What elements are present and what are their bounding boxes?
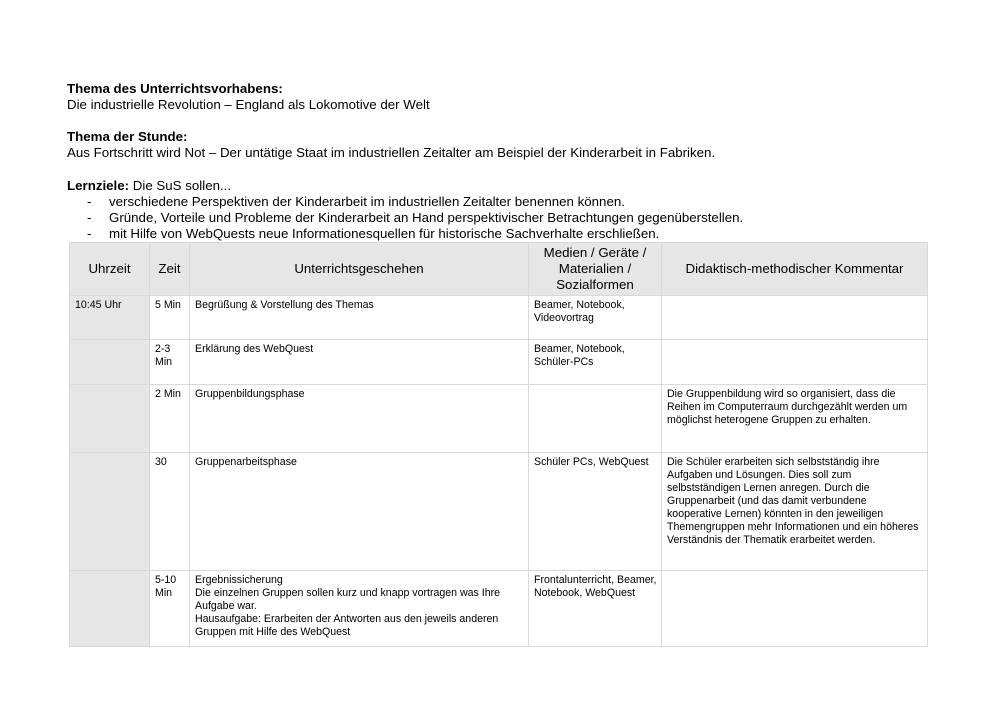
goals-intro: Die SuS sollen... xyxy=(129,178,232,193)
cell-medien: Frontalunterricht, Beamer, Notebook, WebQuest xyxy=(529,571,662,647)
topic-text: Die industrielle Revolution – England als Lokomotive der Welt xyxy=(67,97,430,112)
goals-heading xyxy=(67,178,743,194)
cell-uhrzeit xyxy=(70,571,150,647)
cell-zeit: 30 xyxy=(150,453,190,571)
cell-zeit: 2-3 Min xyxy=(150,340,190,385)
topic-section xyxy=(67,81,430,113)
table-row xyxy=(70,453,928,571)
activity-description: Die einzelnen Gruppen sollen kurz und knapp vortragen was Ihre Aufgabe war. xyxy=(195,587,501,612)
goals-label: Lernziele: xyxy=(67,178,130,193)
table-row xyxy=(70,385,928,453)
table-row xyxy=(70,340,928,385)
header-unterrichtsgeschehen: Unterrichtsgeschehen xyxy=(190,243,529,296)
activity-title: Ergebnissicherung xyxy=(195,574,283,586)
cell-medien xyxy=(529,385,662,453)
lesson-topic-label: Thema der Stunde: xyxy=(67,129,188,144)
cell-uhrzeit xyxy=(70,385,150,453)
cell-medien: Schüler PCs, WebQuest xyxy=(529,453,662,571)
dash-bullet-icon: - xyxy=(87,194,92,209)
cell-unterrichtsgeschehen: Erklärung des WebQuest xyxy=(190,340,529,385)
goal-item xyxy=(67,194,743,210)
goal-text: mit Hilfe von WebQuests neue Informationesquellen für historische Sachverhalte erschließen. xyxy=(109,226,660,241)
cell-unterrichtsgeschehen: Gruppenarbeitsphase xyxy=(190,453,529,571)
cell-unterrichtsgeschehen: Begrüßung & Vorstellung des Themas xyxy=(190,296,529,340)
header-zeit: Zeit xyxy=(150,243,190,296)
goal-text: Gründe, Vorteile und Probleme der Kinderarbeit an Hand perspektivischer Betrachtungen gegenüberstellen. xyxy=(109,210,744,225)
table-header-row xyxy=(70,243,928,296)
header-medien: Medien / Geräte / Materialien / Sozialformen xyxy=(529,243,662,296)
cell-uhrzeit: 10:45 Uhr xyxy=(70,296,150,340)
cell-zeit: 5 Min xyxy=(150,296,190,340)
cell-kommentar xyxy=(662,340,928,385)
lesson-topic-section xyxy=(67,129,715,161)
cell-medien: Beamer, Notebook, Schüler-PCs xyxy=(529,340,662,385)
header-kommentar: Didaktisch-methodischer Kommentar xyxy=(662,243,928,296)
goal-item xyxy=(67,226,743,242)
dash-bullet-icon: - xyxy=(87,226,92,241)
table-row xyxy=(70,296,928,340)
cell-uhrzeit xyxy=(70,340,150,385)
goal-text: verschiedene Perspektiven der Kinderarbeit im industriellen Zeitalter benennen können. xyxy=(109,194,625,209)
cell-unterrichtsgeschehen xyxy=(190,571,529,647)
homework-text: Hausaufgabe: Erarbeiten der Antworten aus den jeweils anderen Gruppen mit Hilfe des WebQuest xyxy=(195,613,499,638)
cell-zeit: 2 Min xyxy=(150,385,190,453)
header-uhrzeit: Uhrzeit xyxy=(70,243,150,296)
cell-medien: Beamer, Notebook, Videovortrag xyxy=(529,296,662,340)
cell-kommentar: Die Schüler erarbeiten sich selbstständig ihre Aufgaben und Lösungen. Dies soll zum selbstständigen Lernen anregen. Durch die Gruppenarbeit (und das damit verbundene kooperative Lernen) könnten in den jeweiligen Themengruppen mehr Informationen und ein höheres Verständnis der Thematik erarbeitet werden. xyxy=(662,453,928,571)
cell-zeit: 5-10 Min xyxy=(150,571,190,647)
cell-uhrzeit xyxy=(70,453,150,571)
cell-unterrichtsgeschehen: Gruppenbildungsphase xyxy=(190,385,529,453)
lesson-plan-table xyxy=(69,242,928,647)
lesson-topic-text: Aus Fortschritt wird Not – Der untätige Staat im industriellen Zeitalter am Beispiel der Kinderarbeit in Fabriken. xyxy=(67,145,716,160)
cell-kommentar xyxy=(662,571,928,647)
goal-item xyxy=(67,210,743,226)
table-row xyxy=(70,571,928,647)
cell-kommentar xyxy=(662,296,928,340)
cell-kommentar: Die Gruppenbildung wird so organisiert, dass die Reihen im Computerraum durchgezählt werden um möglichst heterogene Gruppen zu erhalten. xyxy=(662,385,928,453)
topic-label: Thema des Unterrichtsvorhabens: xyxy=(67,81,283,96)
dash-bullet-icon: - xyxy=(87,210,92,225)
learning-goals-section xyxy=(67,178,743,242)
